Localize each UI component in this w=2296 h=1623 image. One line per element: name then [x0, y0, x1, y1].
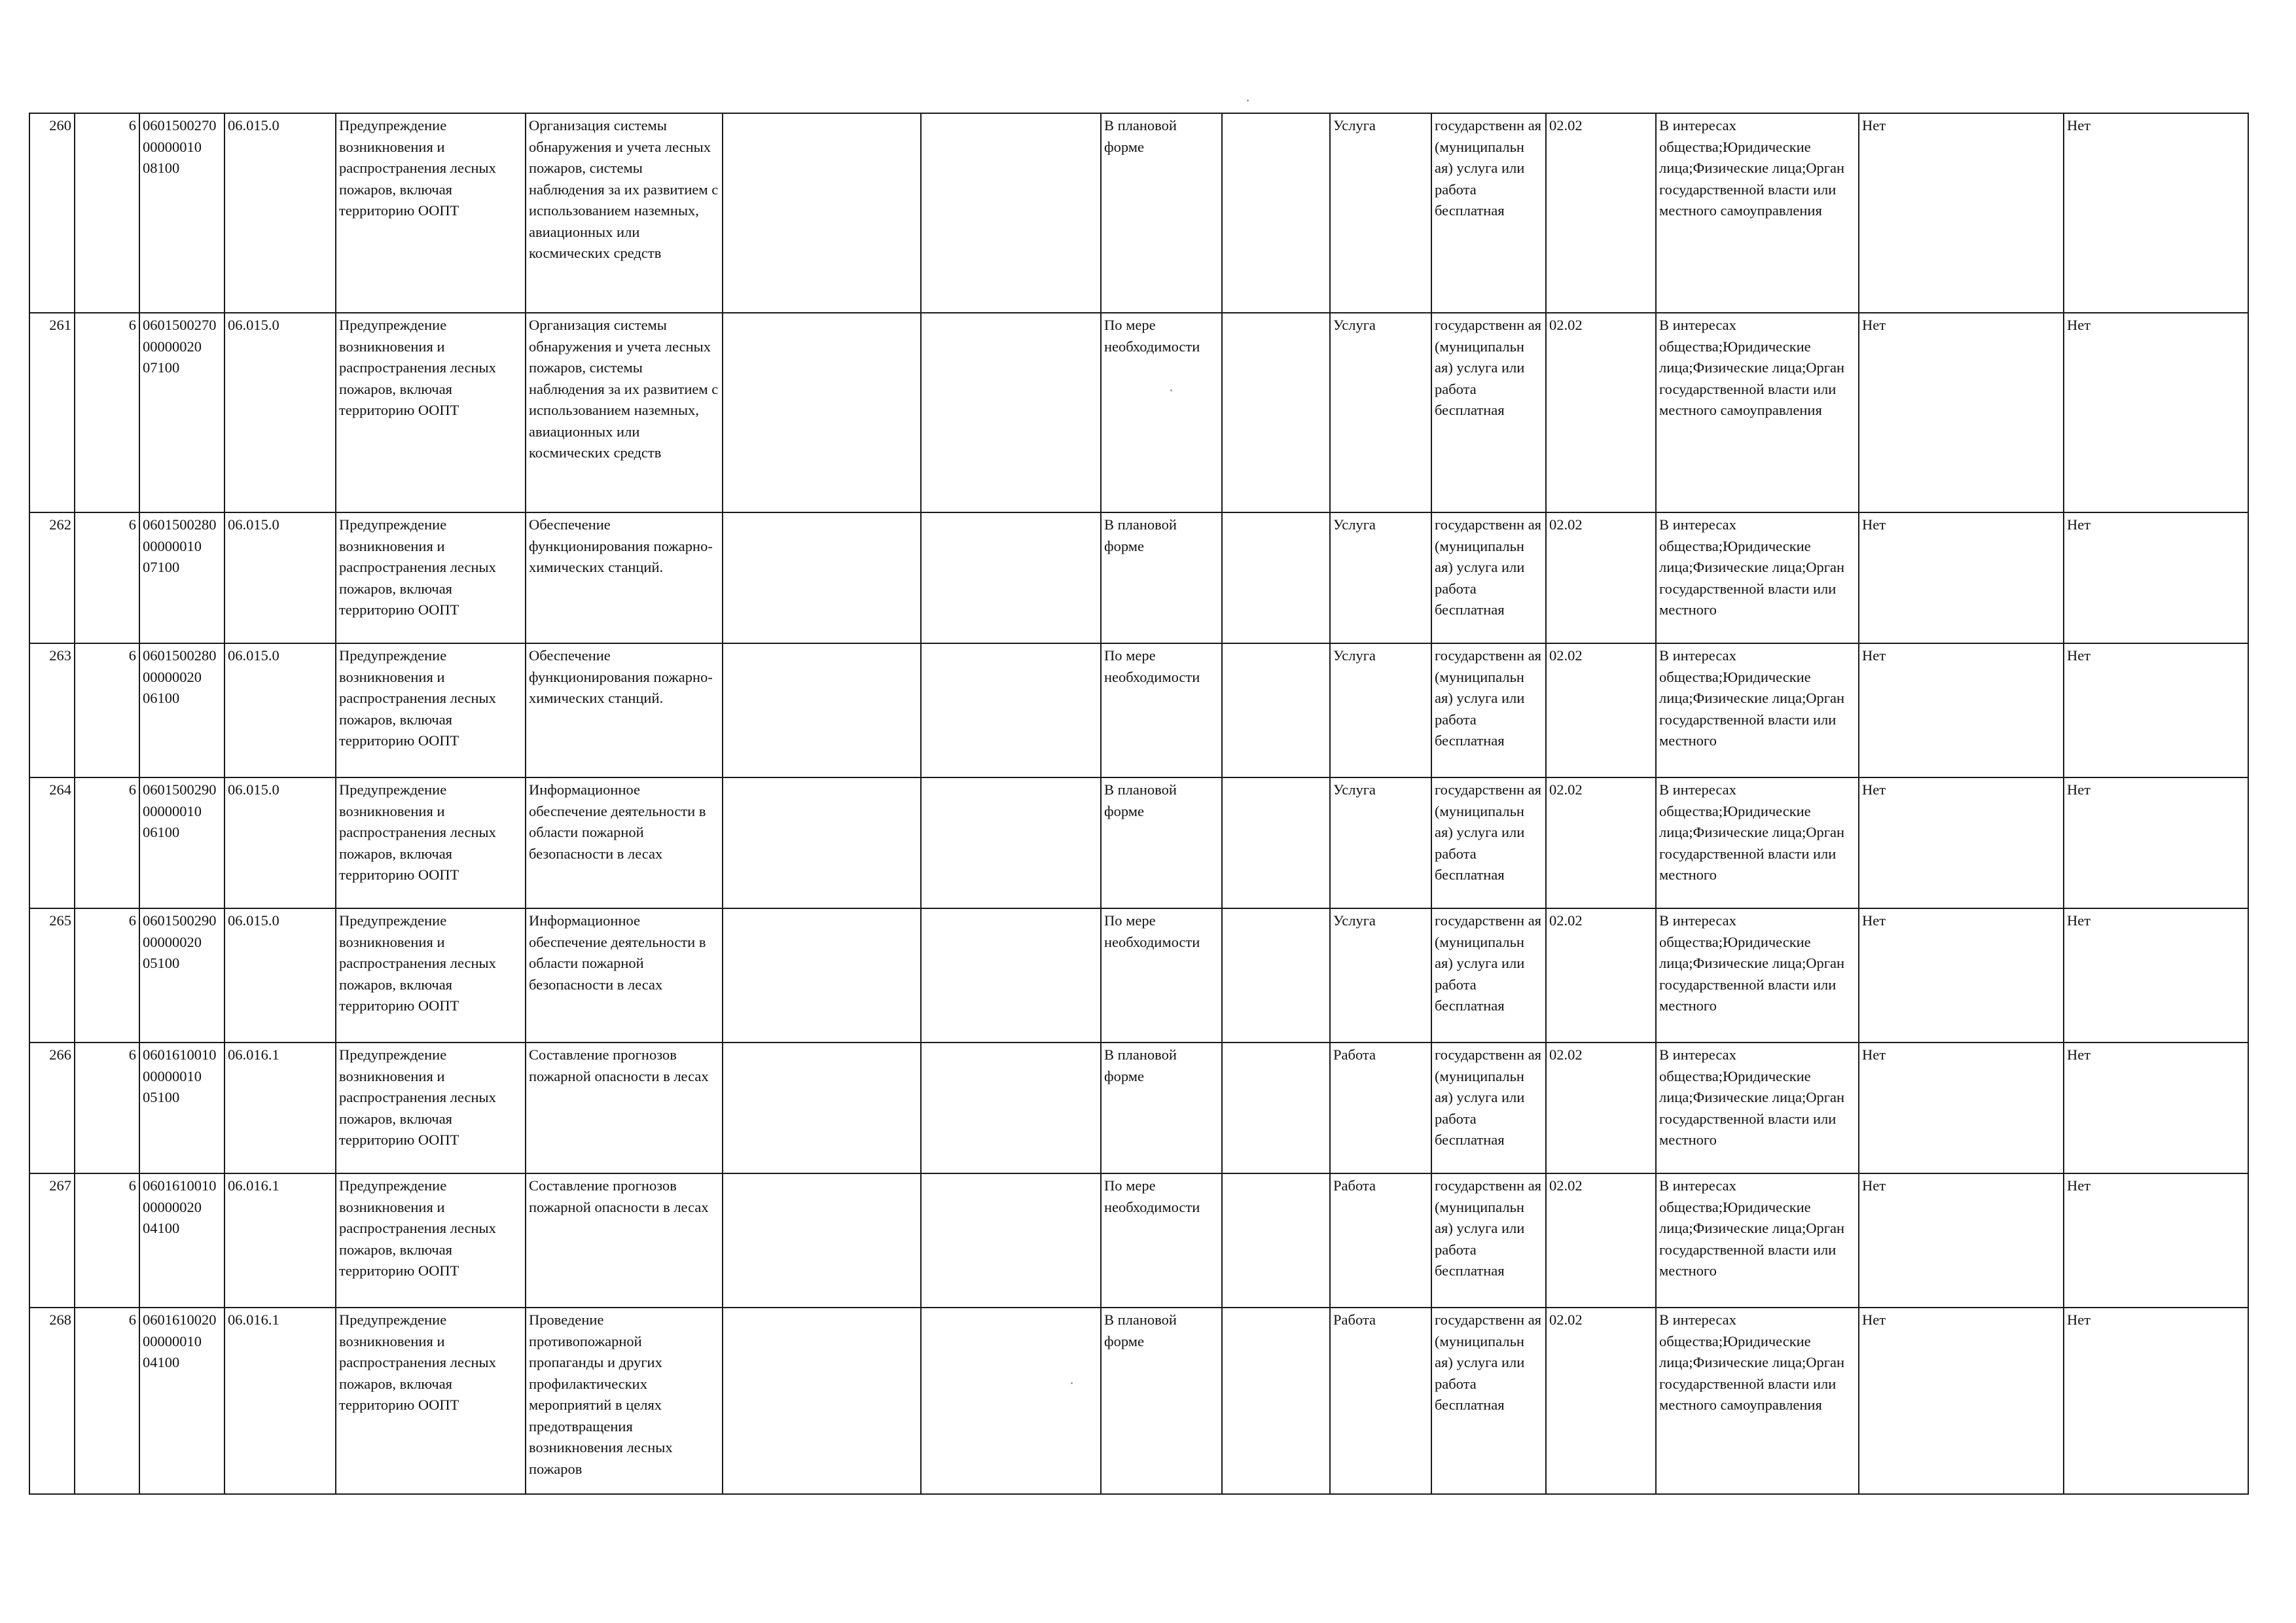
- consumers-cell: В интересах общества;Юридические лица;Физические лица;Орган государственной власти или местного самоуправления: [1656, 113, 1859, 313]
- row-number-cell: 266: [29, 1043, 75, 1173]
- flag-1-cell: Нет: [1859, 1173, 2064, 1308]
- blank-cell: [921, 512, 1101, 643]
- code-cell: 02.02: [1546, 1173, 1656, 1308]
- row-number-cell: 260: [29, 113, 75, 313]
- classifier-code-cell: 06.016.1: [224, 1173, 336, 1308]
- blank-cell: [921, 1173, 1101, 1308]
- flag-1-cell: Нет: [1859, 1308, 2064, 1494]
- service-content-cell: Составление прогнозов пожарной опасности в лесах: [526, 1173, 723, 1308]
- condition-cell: [723, 1043, 921, 1173]
- service-type-cell: Работа: [1330, 1308, 1431, 1494]
- code-cell: 02.02: [1546, 643, 1656, 777]
- code-cell: 02.02: [1546, 777, 1656, 908]
- row-number-cell: 267: [29, 1173, 75, 1308]
- condition-cell: [723, 512, 921, 643]
- activity-cell: Предупреждение возникновения и распространения лесных пожаров, включая территорию ООПТ: [336, 643, 526, 777]
- table-row: [29, 643, 2248, 777]
- blank-cell: [921, 1308, 1101, 1494]
- service-content-cell: Организация системы обнаружения и учета лесных пожаров, системы наблюдения за их развитием с использованием наземных, авиационных или космических средств: [526, 113, 723, 313]
- section-number-cell: 6: [75, 1308, 139, 1494]
- condition-cell: [723, 313, 921, 512]
- flag-2-cell: Нет: [2064, 313, 2248, 512]
- classifier-code-cell: 06.015.0: [224, 908, 336, 1043]
- consumers-cell: В интересах общества;Юридические лица;Физические лица;Орган государственной власти или местного самоуправления: [1656, 313, 1859, 512]
- payment-type-cell: государственн ая (муниципальн ая) услуга или работа бесплатная: [1431, 1173, 1546, 1308]
- table-row: [29, 313, 2248, 512]
- row-number-cell: 262: [29, 512, 75, 643]
- flag-1-cell: Нет: [1859, 908, 2064, 1043]
- activity-cell: Предупреждение возникновения и распространения лесных пожаров, включая территорию ООПТ: [336, 1043, 526, 1173]
- flag-2-cell: Нет: [2064, 908, 2248, 1043]
- blank-cell: [921, 908, 1101, 1043]
- service-type-cell: Услуга: [1330, 313, 1431, 512]
- blank-cell-2: [1222, 777, 1330, 908]
- registry-code-cell: 060150029000000020 05100: [139, 908, 224, 1043]
- service-type-cell: Услуга: [1330, 908, 1431, 1043]
- activity-cell: Предупреждение возникновения и распространения лесных пожаров, включая территорию ООПТ: [336, 113, 526, 313]
- consumers-cell: В интересах общества;Юридические лица;Физические лица;Орган государственной власти или местного самоуправления: [1656, 1308, 1859, 1494]
- section-number-cell: 6: [75, 643, 139, 777]
- payment-type-cell: государственн ая (муниципальн ая) услуга или работа бесплатная: [1431, 908, 1546, 1043]
- flag-1-cell: Нет: [1859, 113, 2064, 313]
- section-number-cell: 6: [75, 908, 139, 1043]
- activity-cell: Предупреждение возникновения и распространения лесных пожаров, включая территорию ООПТ: [336, 1308, 526, 1494]
- delivery-form-cell: В плановой форме: [1101, 1043, 1222, 1173]
- condition-cell: [723, 777, 921, 908]
- flag-2-cell: Нет: [2064, 1173, 2248, 1308]
- service-type-cell: Услуга: [1330, 777, 1431, 908]
- table-row: [29, 777, 2248, 908]
- code-cell: 02.02: [1546, 1043, 1656, 1173]
- payment-type-cell: государственн ая (муниципальн ая) услуга или работа бесплатная: [1431, 313, 1546, 512]
- service-type-cell: Услуга: [1330, 643, 1431, 777]
- flag-1-cell: Нет: [1859, 643, 2064, 777]
- registry-code-cell: 060150029000000010 06100: [139, 777, 224, 908]
- blank-cell-2: [1222, 908, 1330, 1043]
- registry-code-cell: 060161001000000010 05100: [139, 1043, 224, 1173]
- registry-code-cell: 060150028000000010 07100: [139, 512, 224, 643]
- flag-1-cell: Нет: [1859, 512, 2064, 643]
- payment-type-cell: государственн ая (муниципальн ая) услуга или работа бесплатная: [1431, 643, 1546, 777]
- registry-code-cell: 060161001000000020 04100: [139, 1173, 224, 1308]
- consumers-cell: В интересах общества;Юридические лица;Физические лица;Орган государственной власти или местного: [1656, 908, 1859, 1043]
- code-cell: 02.02: [1546, 313, 1656, 512]
- blank-cell: [921, 643, 1101, 777]
- blank-cell-2: [1222, 1308, 1330, 1494]
- section-number-cell: 6: [75, 113, 139, 313]
- flag-2-cell: Нет: [2064, 777, 2248, 908]
- activity-cell: Предупреждение возникновения и распространения лесных пожаров, включая территорию ООПТ: [336, 1173, 526, 1308]
- service-content-cell: Организация системы обнаружения и учета лесных пожаров, системы наблюдения за их развитием с использованием наземных, авиационных или космических средств: [526, 313, 723, 512]
- flag-2-cell: Нет: [2064, 113, 2248, 313]
- payment-type-cell: государственн ая (муниципальн ая) услуга или работа бесплатная: [1431, 113, 1546, 313]
- registry-code-cell: 060161002000000010 04100: [139, 1308, 224, 1494]
- registry-code-cell: 060150027000000020 07100: [139, 313, 224, 512]
- payment-type-cell: государственн ая (муниципальн ая) услуга или работа бесплатная: [1431, 777, 1546, 908]
- flag-1-cell: Нет: [1859, 777, 2064, 908]
- registry-code-cell: 060150027000000010 08100: [139, 113, 224, 313]
- delivery-form-cell: В плановой форме: [1101, 1308, 1222, 1494]
- activity-cell: Предупреждение возникновения и распространения лесных пожаров, включая территорию ООПТ: [336, 313, 526, 512]
- flag-1-cell: Нет: [1859, 313, 2064, 512]
- section-number-cell: 6: [75, 777, 139, 908]
- delivery-form-cell: По мере необходимости: [1101, 643, 1222, 777]
- delivery-form-cell: По мере необходимости: [1101, 908, 1222, 1043]
- table-row: [29, 908, 2248, 1043]
- section-number-cell: 6: [75, 512, 139, 643]
- service-type-cell: Работа: [1330, 1043, 1431, 1173]
- flag-2-cell: Нет: [2064, 512, 2248, 643]
- flag-2-cell: Нет: [2064, 643, 2248, 777]
- section-number-cell: 6: [75, 313, 139, 512]
- code-cell: 02.02: [1546, 512, 1656, 643]
- service-content-cell: Информационное обеспечение деятельности в области пожарной безопасности в лесах: [526, 908, 723, 1043]
- blank-cell-2: [1222, 1043, 1330, 1173]
- blank-cell: [921, 113, 1101, 313]
- service-content-cell: Обеспечение функционирования пожарно-химических станций.: [526, 643, 723, 777]
- flag-2-cell: Нет: [2064, 1043, 2248, 1173]
- flag-2-cell: Нет: [2064, 1308, 2248, 1494]
- condition-cell: [723, 908, 921, 1043]
- registry-table: [29, 113, 2249, 1495]
- activity-cell: Предупреждение возникновения и распространения лесных пожаров, включая территорию ООПТ: [336, 512, 526, 643]
- table-row: [29, 113, 2248, 313]
- code-cell: 02.02: [1546, 1308, 1656, 1494]
- row-number-cell: 265: [29, 908, 75, 1043]
- classifier-code-cell: 06.015.0: [224, 643, 336, 777]
- payment-type-cell: государственн ая (муниципальн ая) услуга или работа бесплатная: [1431, 1308, 1546, 1494]
- payment-type-cell: государственн ая (муниципальн ая) услуга или работа бесплатная: [1431, 512, 1546, 643]
- classifier-code-cell: 06.015.0: [224, 313, 336, 512]
- service-content-cell: Проведение противопожарной пропаганды и других профилактических мероприятий в целях предотвращения возникновения лесных пожаров: [526, 1308, 723, 1494]
- service-type-cell: Услуга: [1330, 113, 1431, 313]
- service-content-cell: Составление прогнозов пожарной опасности в лесах: [526, 1043, 723, 1173]
- blank-cell-2: [1222, 113, 1330, 313]
- service-type-cell: Работа: [1330, 1173, 1431, 1308]
- service-content-cell: Информационное обеспечение деятельности в области пожарной безопасности в лесах: [526, 777, 723, 908]
- scan-speck: [1170, 389, 1172, 391]
- delivery-form-cell: По мере необходимости: [1101, 313, 1222, 512]
- delivery-form-cell: В плановой форме: [1101, 777, 1222, 908]
- delivery-form-cell: В плановой форме: [1101, 113, 1222, 313]
- delivery-form-cell: В плановой форме: [1101, 512, 1222, 643]
- row-number-cell: 263: [29, 643, 75, 777]
- activity-cell: Предупреждение возникновения и распространения лесных пожаров, включая территорию ООПТ: [336, 777, 526, 908]
- table-row: [29, 1308, 2248, 1494]
- condition-cell: [723, 643, 921, 777]
- code-cell: 02.02: [1546, 113, 1656, 313]
- table-row: [29, 512, 2248, 643]
- table-row: [29, 1173, 2248, 1308]
- condition-cell: [723, 1308, 921, 1494]
- blank-cell: [921, 777, 1101, 908]
- classifier-code-cell: 06.015.0: [224, 777, 336, 908]
- delivery-form-cell: По мере необходимости: [1101, 1173, 1222, 1308]
- condition-cell: [723, 1173, 921, 1308]
- scan-speck: [1071, 1382, 1073, 1384]
- code-cell: 02.02: [1546, 908, 1656, 1043]
- blank-cell: [921, 313, 1101, 512]
- consumers-cell: В интересах общества;Юридические лица;Физические лица;Орган государственной власти или местного: [1656, 512, 1859, 643]
- consumers-cell: В интересах общества;Юридические лица;Физические лица;Орган государственной власти или местного: [1656, 1173, 1859, 1308]
- blank-cell-2: [1222, 313, 1330, 512]
- classifier-code-cell: 06.016.1: [224, 1043, 336, 1173]
- blank-cell-2: [1222, 512, 1330, 643]
- classifier-code-cell: 06.015.0: [224, 512, 336, 643]
- scan-speck: [1247, 99, 1249, 101]
- consumers-cell: В интересах общества;Юридические лица;Физические лица;Орган государственной власти или местного: [1656, 1043, 1859, 1173]
- row-number-cell: 261: [29, 313, 75, 512]
- blank-cell: [921, 1043, 1101, 1173]
- consumers-cell: В интересах общества;Юридические лица;Физические лица;Орган государственной власти или местного: [1656, 777, 1859, 908]
- section-number-cell: 6: [75, 1173, 139, 1308]
- section-number-cell: 6: [75, 1043, 139, 1173]
- row-number-cell: 268: [29, 1308, 75, 1494]
- consumers-cell: В интересах общества;Юридические лица;Физические лица;Орган государственной власти или местного: [1656, 643, 1859, 777]
- registry-table-body: [29, 113, 2248, 1494]
- row-number-cell: 264: [29, 777, 75, 908]
- registry-code-cell: 060150028000000020 06100: [139, 643, 224, 777]
- classifier-code-cell: 06.016.1: [224, 1308, 336, 1494]
- payment-type-cell: государственн ая (муниципальн ая) услуга или работа бесплатная: [1431, 1043, 1546, 1173]
- blank-cell-2: [1222, 643, 1330, 777]
- condition-cell: [723, 113, 921, 313]
- table-row: [29, 1043, 2248, 1173]
- service-type-cell: Услуга: [1330, 512, 1431, 643]
- classifier-code-cell: 06.015.0: [224, 113, 336, 313]
- flag-1-cell: Нет: [1859, 1043, 2064, 1173]
- service-content-cell: Обеспечение функционирования пожарно-химических станций.: [526, 512, 723, 643]
- blank-cell-2: [1222, 1173, 1330, 1308]
- activity-cell: Предупреждение возникновения и распространения лесных пожаров, включая территорию ООПТ: [336, 908, 526, 1043]
